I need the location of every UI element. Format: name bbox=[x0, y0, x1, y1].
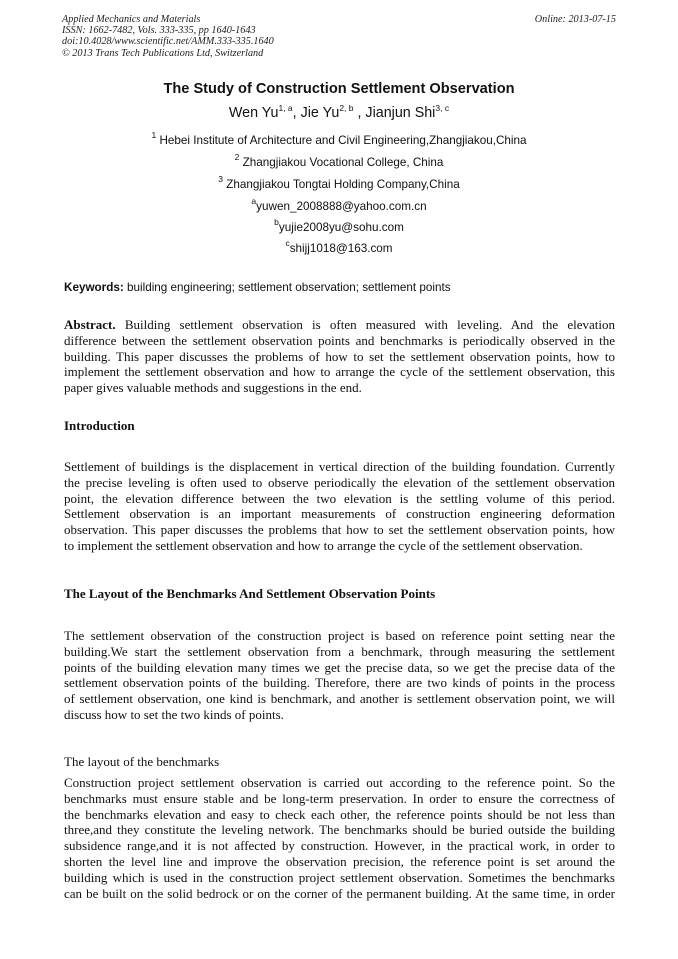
author-list: Wen Yu$^{1, a}$, Jie Yu$^{2, b}$ , Jianjun Shi$^{3, c}$ bbox=[228, 103, 450, 121]
text-line: implement the settlement observation and how to arrange the cycle of the settlement observation, this bbox=[64, 364, 615, 380]
online-date: Online: 2013-07-15 bbox=[534, 14, 616, 25]
layout-paragraph bbox=[64, 628, 615, 723]
email bbox=[0, 217, 678, 234]
text-line: difference between the settlement observation points and benchmarks is periodically observed in the bbox=[64, 332, 615, 348]
email bbox=[0, 238, 678, 255]
text-line: discuss how to set the two kinds of points. bbox=[64, 706, 284, 722]
abstract-label: Abstract. bbox=[64, 317, 116, 332]
text-line: Settlement observation is an important measurements of construction engineering deformation bbox=[64, 506, 615, 522]
text-line: the benchmarks elevation and easy to check each other, the reference points should be not less than bbox=[64, 806, 615, 822]
author-sup: 2, b bbox=[339, 103, 354, 113]
text-line: point, the elevation difference between the two elevation is the settling volume of this period. bbox=[64, 490, 615, 506]
text-line: benchmarks must ensure stable and be long-term preservation. In order to ensure the correctness of bbox=[64, 790, 615, 806]
keywords-label: Keywords: bbox=[64, 281, 124, 294]
affiliation-text: Zhangjiakou Tongtai Holding Company,China bbox=[226, 178, 460, 191]
text-line: Settlement of buildings is the displacement in vertical direction of the building foundation. Currently bbox=[64, 459, 615, 474]
email bbox=[0, 196, 678, 213]
doi-line: doi:10.4028/www.scientific.net/AMM.333-335.1640 bbox=[62, 36, 274, 48]
affiliation-sup: 3 bbox=[218, 174, 223, 184]
text-line: points of the building elevation many times we get the precise data, so we get the precise data of the bbox=[64, 659, 615, 675]
email-text: yuwen_2008888@yahoo.com.cn bbox=[256, 200, 427, 213]
copyright-line: © 2013 Trans Tech Publications Ltd, Switzerland bbox=[62, 47, 264, 59]
text-line: subsidence range,and it is not affected by construction. However, in the practical work, in order to bbox=[64, 838, 615, 854]
text-line: three,and they constitute the leveling network. The benchmarks should be buried outside the building bbox=[64, 822, 615, 838]
text-line: can be built on the solid bedrock or on the corner of the permanent building. At the same time, in order bbox=[64, 885, 615, 901]
text-line: building which is used in the construction project settlement observation. Sometimes the benchmarks bbox=[64, 869, 615, 885]
journal-header bbox=[62, 14, 616, 59]
abstract-paragraph bbox=[64, 317, 615, 396]
email-text: shijj1018@163.com bbox=[289, 242, 393, 255]
affiliation-text: Zhangjiakou Vocational College, China bbox=[242, 156, 444, 169]
affiliation-sup: 1 bbox=[151, 130, 157, 140]
email-text: yujie2008yu@sohu.com bbox=[278, 221, 404, 234]
text-line: the precise leveling is often used to observe periodically the elevation of the settlement observation bbox=[64, 474, 615, 490]
keywords bbox=[64, 281, 451, 294]
text-line: paper gives valuable methods and suggestions in the end. bbox=[64, 380, 362, 396]
section-heading: Introduction bbox=[64, 418, 135, 433]
subsection-heading: The layout of the benchmarks bbox=[64, 754, 220, 769]
author-sup: 3, c bbox=[435, 103, 450, 113]
text-line: shorten the level line and improve the observation precision, the reference point is set around the bbox=[64, 853, 615, 869]
text-line-content: Building settlement observation is often measured with leveling. And the elevation bbox=[124, 317, 616, 332]
text-line: observation. This paper discusses the problems that how to set the settlement observation points, how bbox=[64, 522, 615, 538]
text-line: of settlement observation, one kind is benchmark, and another is settlement observation point, we will bbox=[64, 691, 615, 707]
affiliation bbox=[0, 130, 678, 147]
introduction-paragraph bbox=[64, 459, 615, 554]
text-line: building. This paper discusses the problems of how to set the settlement observation points, how to bbox=[64, 348, 615, 364]
journal-name: Applied Mechanics and Materials bbox=[62, 14, 201, 25]
email-sup: c bbox=[285, 238, 290, 248]
email-sup: a bbox=[251, 196, 257, 206]
text-line: building.We start the settlement observation from a benchmark, through measuring the settlement bbox=[64, 643, 615, 659]
author-name: Wen Yu bbox=[228, 105, 279, 121]
text-line: Construction project settlement observation is carried out according to the reference point. So the bbox=[64, 775, 615, 790]
text-line: settlement observation points of the building. Therefore, there are two kinds of points in the process bbox=[64, 675, 615, 691]
author-name: Jianjun Shi bbox=[365, 105, 436, 121]
text-line: to implement the settlement observation and how to arrange the cycle of the settlement observation. bbox=[64, 537, 583, 553]
benchmarks-paragraph bbox=[64, 775, 615, 901]
affiliation-text: Hebei Institute of Architecture and Civil Engineering,Zhangjiakou,China bbox=[159, 134, 527, 147]
author-name: Jie Yu bbox=[300, 105, 340, 121]
email-sup: b bbox=[274, 217, 279, 227]
author-sup: 1, a bbox=[278, 103, 293, 113]
issn-line: ISSN: 1662-7482, Vols. 333-335, pp 1640-1643 bbox=[62, 25, 256, 37]
affiliation bbox=[0, 152, 678, 169]
affiliation-sup: 2 bbox=[234, 152, 240, 162]
text-line bbox=[64, 317, 615, 333]
text-line: The settlement observation of the construction project is based on reference point setting near the bbox=[64, 628, 615, 643]
affiliation bbox=[0, 174, 678, 191]
keywords-text: building engineering; settlement observation; settlement points bbox=[127, 281, 451, 294]
paper-title: The Study of Construction Settlement Observation bbox=[163, 81, 515, 97]
section-heading: The Layout of the Benchmarks And Settlement Observation Points bbox=[64, 586, 436, 601]
